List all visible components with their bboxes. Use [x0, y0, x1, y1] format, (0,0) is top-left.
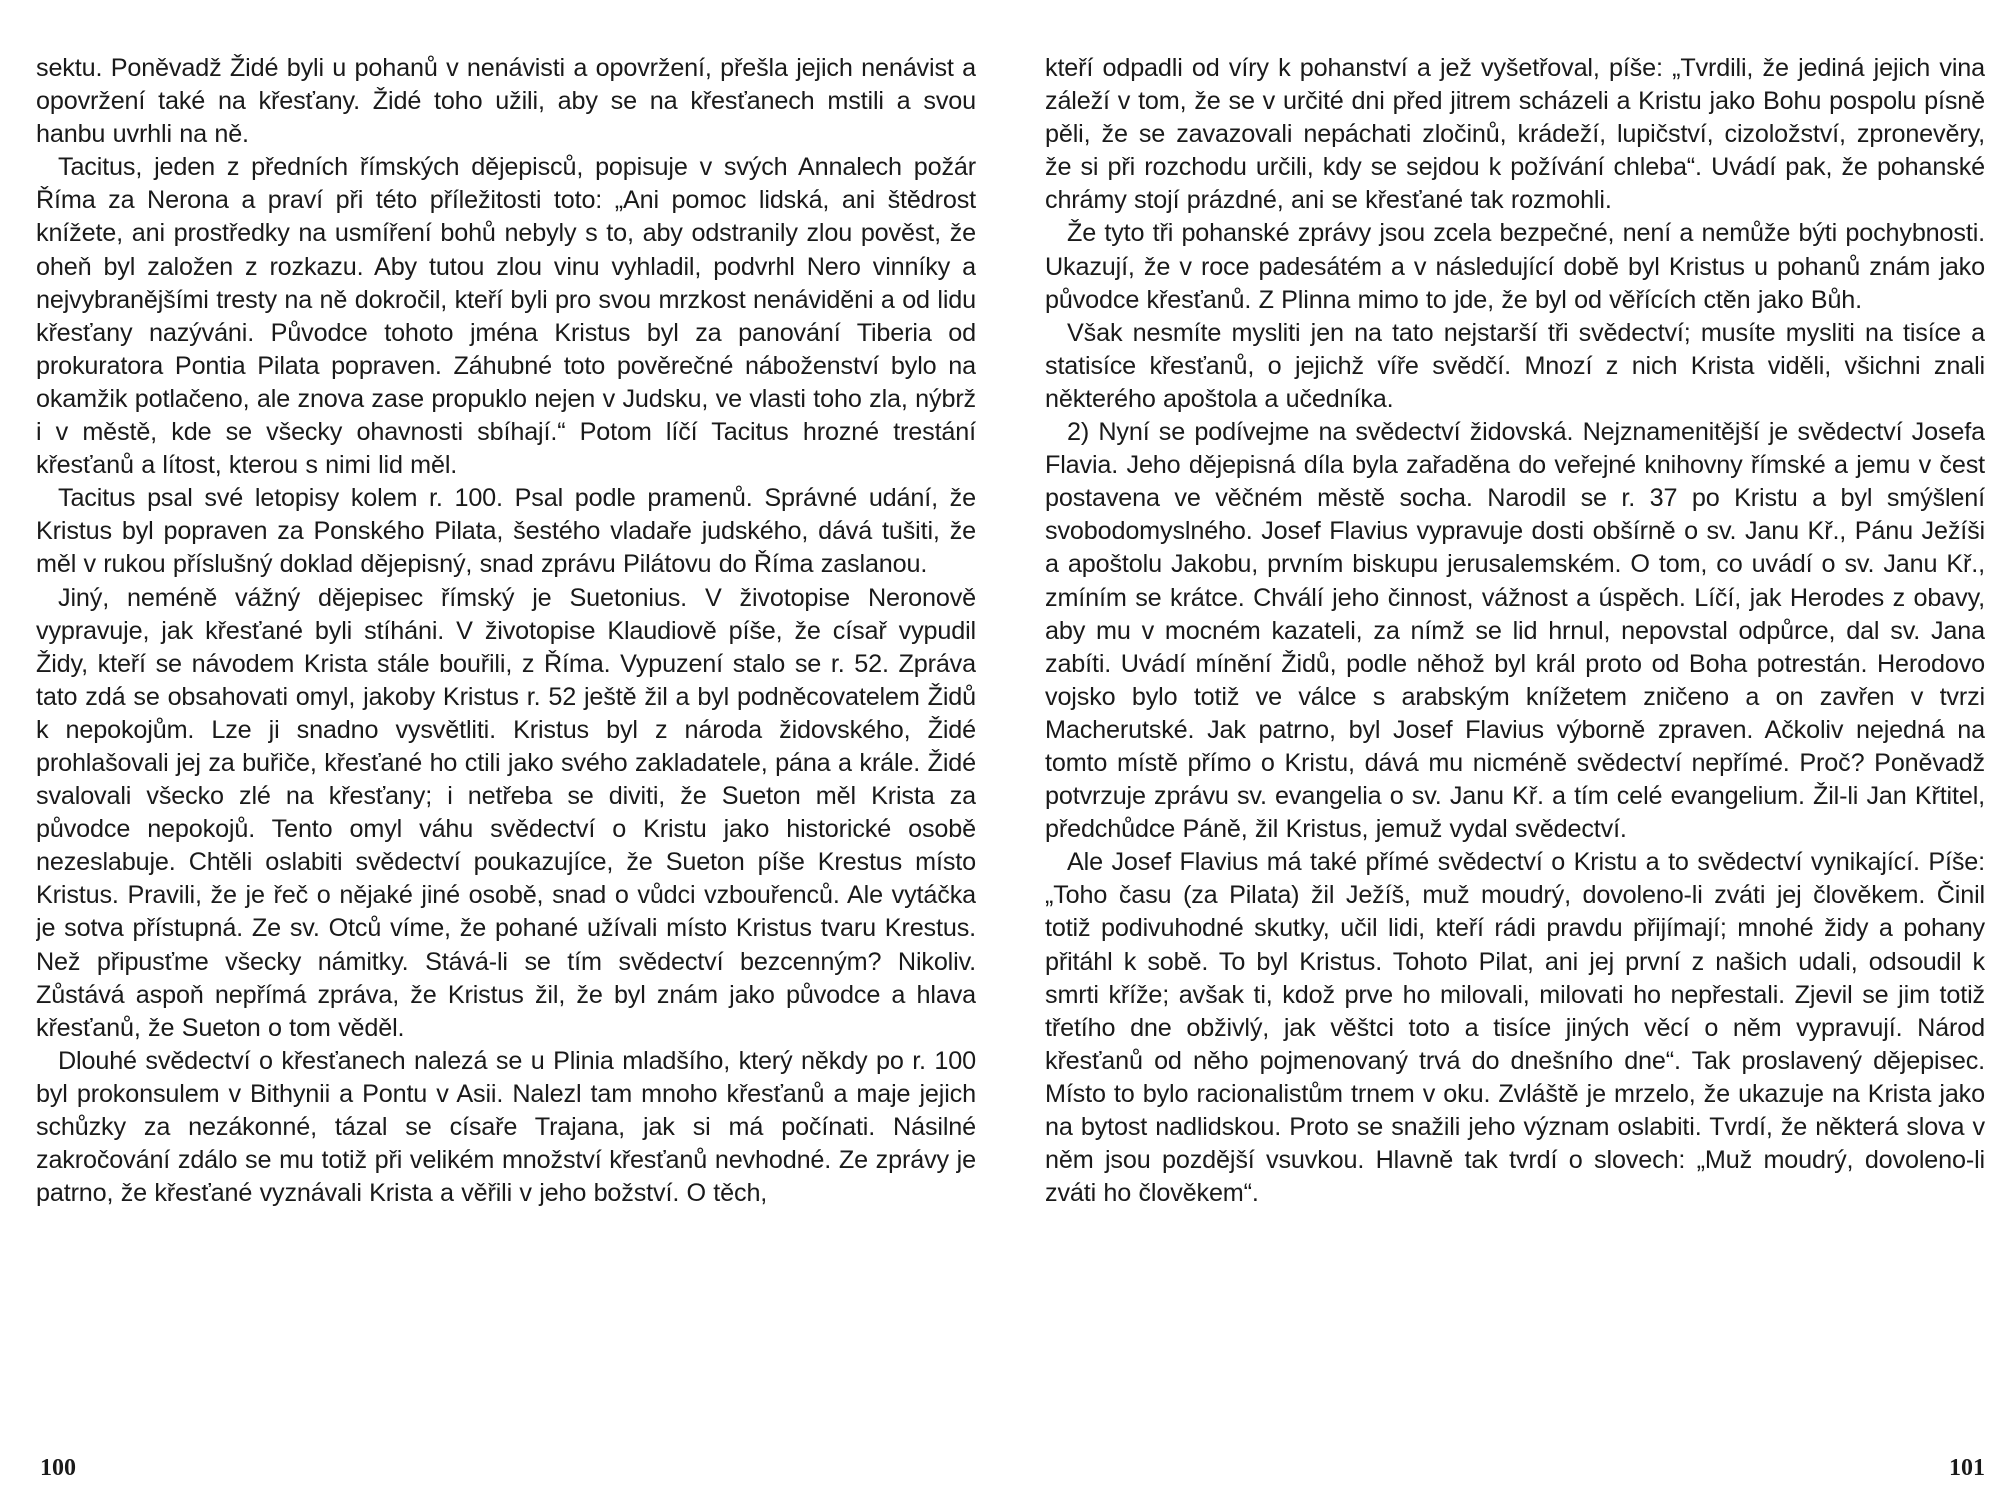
- paragraph: Ale Josef Flavius má také přímé svědectví o Kristu a to svědectví vynikající. Píše: „Toho času (za Pilata) žil Ježíš, muž moudrý, dovoleno-li zváti jej člověkem. Činil totiž podivuhodné skutky, učil lidi, kteří rádi pravdu přijímají; mnohé židy a pohany přitáhl k sobě. To byl Kristus. Tohoto Pilat, ani jej první z našich udali, odsoudil k smrti kříže; avšak ti, kdož prve ho milovali, milovati ho nepřestali. Zjevil se jim totiž třetího dne obživlý, jak věštci toto a tisíce jiných věcí o něm vypravují. Národ křesťanů od něho pojmenovaný trvá do dnešního dne“. Tak proslavený dějepisec. Místo to bylo racionalistům trnem v oku. Zvláště je mrzelo, že ukazuje na Krista jako na bytost nadlidskou. Proto se snažili jeho význam oslabiti. Tvrdí, že některá slova v něm jsou pozdější vsuvkou. Hlavně tak tvrdí o slovech: „Muž moudrý, dovoleno-li zváti ho člověkem“.: [1045, 848, 1985, 1208]
- left-page-text: [36, 52, 976, 1422]
- page-number-left: 100: [40, 1455, 76, 1481]
- right-page-text: [1045, 52, 1985, 1422]
- right-page: [1045, 52, 1985, 1482]
- paragraph: Dlouhé svědectví o křesťanech nalezá se u Plinia mladšího, který někdy po r. 100 byl prokonsulem v Bithynii a Pontu v Asii. Nalezl tam mnoho křesťanů a maje jejich schůzky za nezákonné, tázal se císaře Trajana, jak si má počínati. Násilné zakročování zdálo se mu totiž při velikém množství křesťanů nevhodné. Ze zprávy je patrno, že křesťané vyznávali Krista a věřili v jeho božství. O těch,: [36, 1046, 976, 1208]
- page-number-right: 101: [1949, 1455, 1985, 1481]
- paragraph: Jiný, neméně vážný dějepisec římský je Suetonius. V životopise Neronově vypravuje, jak křesťané byli stíháni. V životopise Klaudiově píše, že císař vypudil Židy, kteří se návodem Krista stále bouřili, z Říma. Vypuzení stalo se r. 52. Zpráva tato zdá se obsahovati omyl, jakoby Kristus r. 52 ještě žil a byl podněcovatelem Židů k nepokojům. Lze ji snadno vysvětliti. Kristus byl z národa židovského, Židé prohlašovali jej za buřiče, křesťané ho ctili jako svého zakladatele, pána a krále. Židé svalovali všecko zlé na křesťany; i netřeba se diviti, že Sueton měl Krista za původce nepokojů. Tento omyl váhu svědectví o Kristu jako historické osobě nezeslabuje. Chtěli oslabiti svědectví poukazujíce, že Sueton píše Krestus místo Kristus. Pravili, že je řeč o nějaké jiné osobě, snad o vůdci vzbouřenců. Ale vytáčka je sotva přístupná. Ze sv. Otců víme, že pohané užívali místo Kristus tvaru Krestus. Než připusťme všecky námitky. Stává-li se tím svědectví bezcenným? Nikoliv. Zůstává aspoň nepřímá zpráva, že Kristus žil, že byl znám jako původce a hlava křesťanů, že Sueton o tom věděl.: [36, 583, 976, 1042]
- paragraph: Však nesmíte mysliti jen na tato nejstarší tři svědectví; musíte mysliti na tisíce a statisíce křesťanů, o jejichž víře svědčí. Mnozí z nich Krista viděli, všichni znali některého apoštola a učedníka.: [1045, 318, 1985, 413]
- left-page: [36, 52, 976, 1482]
- paragraph: 2) Nyní se podívejme na svědectví židovská. Nejznamenitější je svědectví Josefa Flavia. Jeho dějepisná díla byla zařaděna do veřejné knihovny římské a jemu v čest postavena ve věčném městě socha. Narodil se r. 37 po Kristu a byl smýšlení svobodomyslného. Josef Flavius vypravuje dosti obšírně o sv. Janu Kř., Pánu Ježíši a apoštolu Jakobu, prvním biskupu jerusalemském. O tom, co uvádí o sv. Janu Kř., zmíním se krátce. Chválí jeho činnost, vážnost a úspěch. Líčí, jak Herodes z obavy, aby mu v mocném kazateli, za nímž se lid hrnul, nepovstal odpůrce, dal sv. Jana zabíti. Uvádí mínění Židů, podle něhož byl král proto od Boha potrestán. Herodovo vojsko bylo totiž ve válce s arabským knížetem zničeno a on zavřen v tvrzi Macherutské. Jak patrno, byl Josef Flavius výborně zpraven. Ačkoliv nejedná na tomto místě přímo o Kristu, dává mu nicméně svědectví nepřímé. Proč? Poněvadž potvrzuje zprávu sv. evangelia o sv. Janu Kř. a tím celé evangelium. Žil-li Jan Křtitel, předchůdce Páně, žil Kristus, jemuž vydal svědectví.: [1045, 418, 1985, 844]
- paragraph: Tacitus, jeden z předních římských dějepisců, popisuje v svých Annalech požár Říma za Nerona a praví při této příležitosti toto: „Ani pomoc lidská, ani štědrost knížete, ani prostředky na usmíření bohů nebyly s to, aby odstranily zlou pověst, že oheň byl založen z rozkazu. Aby tutou zlou vinu vyhladil, podvrhl Nero vinníky a nejvybranějšími tresty na ně dokročil, kteří byli pro svou mrzkost nenáviděni a od lidu křesťany nazýváni. Původce tohoto jména Kristus byl za panování Tiberia od prokuratora Pontia Pilata popraven. Záhubné toto pověrečné náboženství bylo na okamžik potlačeno, ale znova zase propuklo nejen v Judsku, ve vlasti toho zla, nýbrž i v městě, kde se všecky ohavnosti sbíhají.“ Potom líčí Tacitus hrozné trestání křesťanů a lítost, kterou s nimi lid měl.: [36, 153, 976, 480]
- paragraph: Tacitus psal své letopisy kolem r. 100. Psal podle pramenů. Správné udání, že Kristus byl popraven za Ponského Pilata, šestého vladaře judského, dává tušiti, že měl v rukou příslušný doklad dějepisný, snad zprávu Pilátovu do Říma zaslanou.: [36, 484, 976, 579]
- paragraph: kteří odpadli od víry k pohanství a jež vyšetřoval, píše: „Tvrdili, že jediná jejich vina záleží v tom, že se v určité dni před jitrem scházeli a Kristu jako Bohu pospolu písně pěli, že se zavazovali nepáchati zločinů, krádeží, lupičství, cizoložství, zpronevěry, že si při rozchodu určili, kdy se sejdou k požívání chleba“. Uvádí pak, že pohanské chrámy stojí prázdné, ani se křesťané tak rozmohli.: [1045, 54, 1985, 215]
- paragraph: Že tyto tři pohanské zprávy jsou zcela bezpečné, není a nemůže býti pochybnosti. Ukazují, že v roce padesátém a v následující době byl Kristus u pohanů znám jako původce křesťanů. Z Plinna mimo to jde, že byl od věřících ctěn jako Bůh.: [1045, 219, 1985, 314]
- paragraph: sektu. Poněvadž Židé byli u pohanů v nenávisti a opovržení, přešla jejich nenávist a opovržení také na křesťany. Židé toho užili, aby se na křesťanech mstili a svou hanbu uvrhli na ně.: [36, 54, 976, 149]
